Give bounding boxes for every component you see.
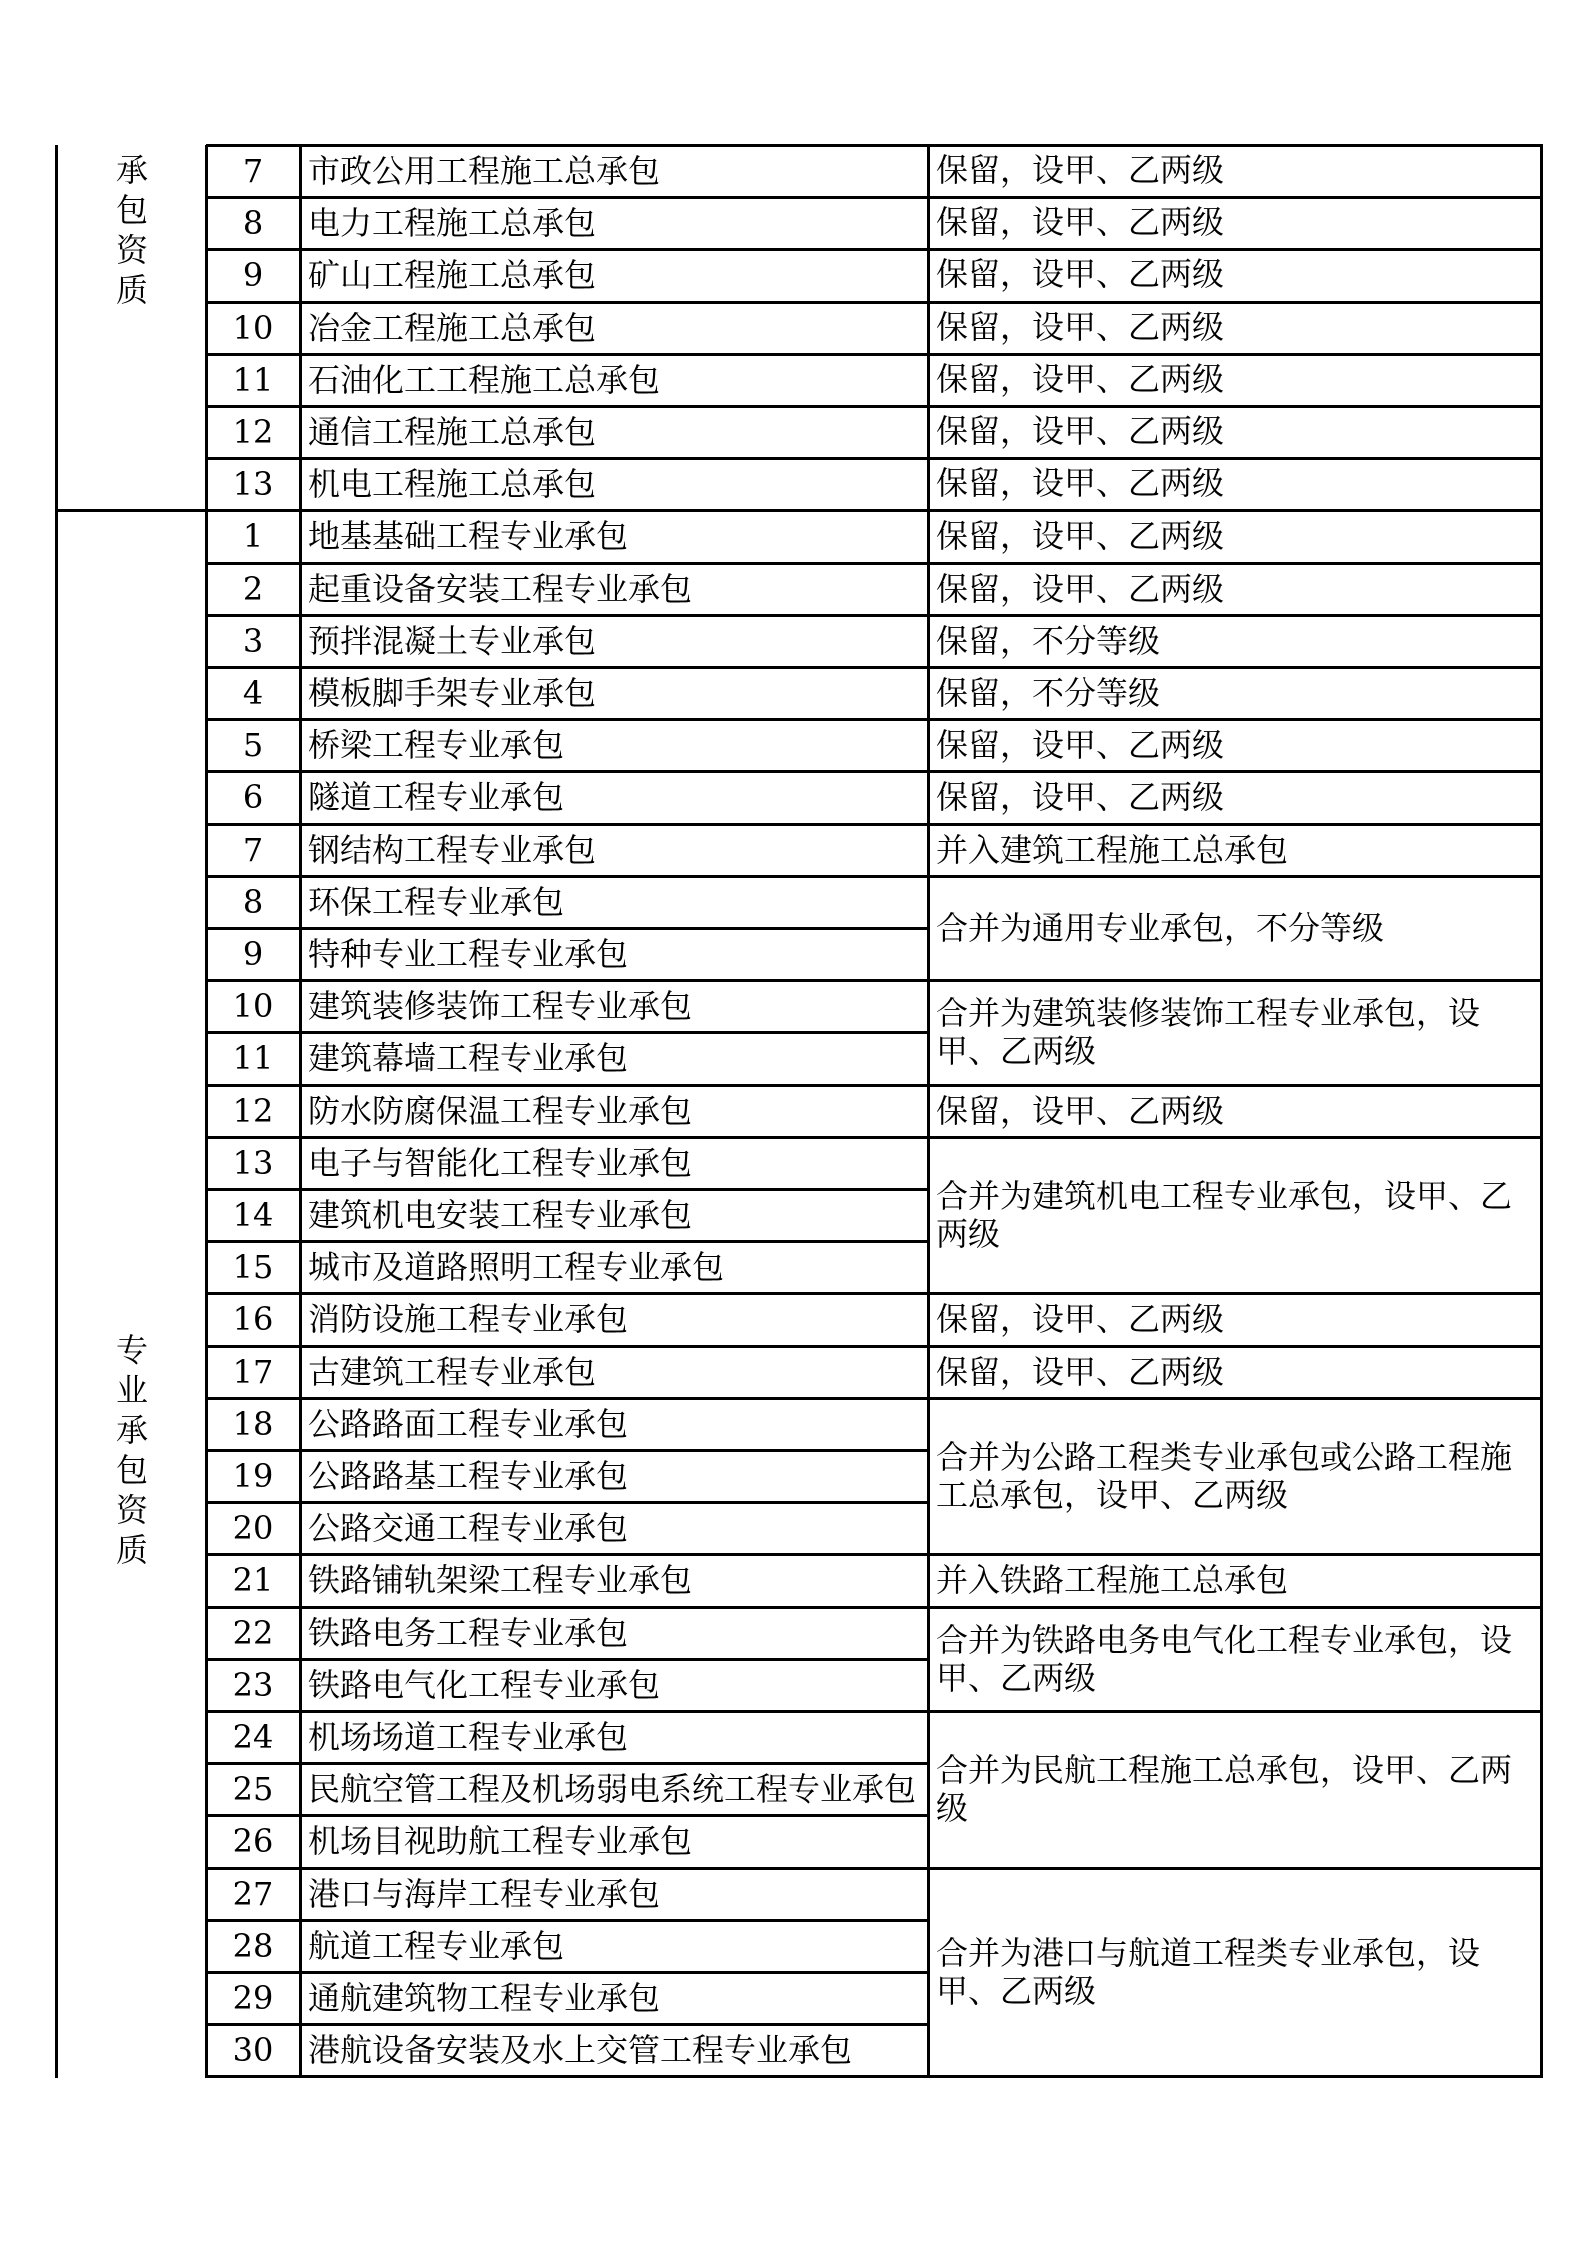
- table-border: [206, 1292, 930, 1295]
- table-border: [206, 1606, 930, 1609]
- table-border: [206, 1345, 930, 1348]
- table-border: [1540, 145, 1543, 2078]
- row-number: 14: [232, 1196, 274, 1234]
- reform-note: 合并为通用专业承包，不分等级: [936, 908, 1385, 947]
- row-number: 8: [242, 882, 264, 921]
- qualification-name: 铁路电气化工程专业承包: [308, 1665, 661, 1704]
- qualification-name: 机场目视助航工程专业承包: [308, 1822, 693, 1861]
- table-border: [206, 1658, 930, 1661]
- row-number: 26: [232, 1822, 274, 1861]
- reform-note: 合并为民航工程施工总承包，设甲、乙两级: [936, 1751, 1513, 1828]
- reform-note: 保留，设甲、乙两级: [936, 726, 1225, 765]
- reform-note: 合并为铁路电务电气化工程专业承包，设甲、乙两级: [936, 1620, 1513, 1697]
- table-border: [206, 1919, 930, 1922]
- reform-note: 并入建筑工程施工总承包: [936, 830, 1289, 869]
- row-number: 12: [232, 413, 274, 451]
- row-number: 7: [242, 830, 264, 869]
- row-number: 16: [232, 1300, 274, 1339]
- table-border: [206, 144, 1543, 147]
- table-border: [206, 1188, 930, 1191]
- row-number: 7: [242, 152, 264, 190]
- table-border: [206, 196, 1543, 199]
- reform-note: 保留，设甲、乙两级: [936, 569, 1225, 608]
- table-border: [206, 666, 930, 669]
- table-border: [56, 509, 208, 512]
- row-number: 17: [232, 1352, 274, 1391]
- reform-note: 保留，设甲、乙两级: [936, 1300, 1225, 1339]
- table-border: [206, 718, 930, 721]
- table-border: [206, 1501, 930, 1504]
- table-border: [206, 301, 1543, 304]
- row-number: 18: [232, 1404, 274, 1443]
- qualification-name: 冶金工程施工总承包: [308, 308, 597, 347]
- reform-note: 保留，设甲、乙两级: [936, 255, 1225, 294]
- row-number: 24: [232, 1718, 274, 1756]
- row-number: 10: [232, 308, 274, 347]
- qualification-name: 港航设备安装及水上交管工程专业承包: [308, 2031, 853, 2070]
- row-number: 20: [232, 1509, 274, 1548]
- row-number: 21: [232, 1561, 274, 1600]
- table-border: [206, 1814, 930, 1817]
- qualification-name: 公路路面工程专业承包: [308, 1404, 629, 1443]
- row-number: 2: [242, 569, 264, 608]
- qualification-name: 铁路电务工程专业承包: [308, 1613, 629, 1652]
- qualification-name: 民航空管工程及机场弱电系统工程专业承包: [308, 1770, 917, 1809]
- table-border: [206, 1867, 930, 1870]
- qualification-name: 机场场道工程专业承包: [308, 1718, 629, 1756]
- row-number: 25: [232, 1770, 274, 1809]
- reform-note: 合并为建筑机电工程专业承包，设甲、乙两级: [936, 1177, 1513, 1254]
- table-border: [206, 1084, 930, 1087]
- table-border: [206, 614, 930, 617]
- qualification-name: 环保工程专业承包: [308, 882, 565, 921]
- row-number: 13: [232, 465, 274, 504]
- row-number: 27: [232, 1874, 274, 1913]
- qualification-name: 通航建筑物工程专业承包: [308, 1979, 661, 2017]
- qualification-name: 矿山工程施工总承包: [308, 256, 597, 295]
- table-border: [206, 875, 930, 878]
- qualification-name: 公路路基工程专业承包: [308, 1457, 629, 1495]
- table-border: [206, 1031, 930, 1034]
- qualification-name: 隧道工程专业承包: [308, 778, 565, 817]
- row-number: 29: [232, 1979, 274, 2017]
- category-char: 业: [115, 1371, 148, 1409]
- row-number: 9: [242, 935, 264, 973]
- table-border: [206, 927, 930, 930]
- reform-note: 保留，设甲、乙两级: [936, 203, 1225, 242]
- category-char: 质: [115, 1531, 148, 1569]
- row-number: 6: [242, 778, 264, 817]
- table-border: [206, 823, 930, 826]
- reform-note: 保留，设甲、乙两级: [936, 151, 1225, 189]
- reform-note: 保留，设甲、乙两级: [936, 359, 1225, 398]
- category-char: 承: [115, 1411, 148, 1449]
- row-number: 19: [232, 1457, 274, 1495]
- qualification-name: 建筑装修装饰工程专业承包: [308, 987, 693, 1026]
- table-border: [206, 457, 1543, 460]
- table-border: [206, 1971, 930, 1974]
- qualification-name: 电子与智能化工程专业承包: [308, 1143, 693, 1182]
- table-border: [206, 405, 1543, 408]
- qualification-name: 特种专业工程专业承包: [308, 935, 629, 973]
- qualification-name: 地基基础工程专业承包: [308, 517, 629, 556]
- row-number: 5: [242, 726, 264, 765]
- table-border: [206, 1553, 930, 1556]
- row-number: 15: [232, 1248, 274, 1287]
- table-border: [206, 562, 930, 565]
- qualification-name: 港口与海岸工程专业承包: [308, 1874, 661, 1913]
- category-char: 资: [115, 1491, 148, 1529]
- row-number: 23: [232, 1665, 274, 1704]
- qualification-name: 航道工程专业承包: [308, 1926, 565, 1965]
- qualification-name: 建筑机电安装工程专业承包: [308, 1196, 693, 1234]
- reform-note: 合并为公路工程类专业承包或公路工程施工总承包，设甲、乙两级: [936, 1438, 1513, 1515]
- row-number: 9: [242, 256, 264, 295]
- qualification-name: 公路交通工程专业承包: [308, 1509, 629, 1548]
- reform-note: 保留，设甲、乙两级: [936, 778, 1225, 817]
- qualification-name: 桥梁工程专业承包: [308, 726, 565, 765]
- category-char: 承: [115, 151, 148, 189]
- row-number: 22: [232, 1613, 274, 1652]
- qualification-name: 预拌混凝土专业承包: [308, 621, 597, 660]
- table-border: [206, 353, 1543, 356]
- qualification-name: 通信工程施工总承包: [308, 413, 597, 451]
- table-border: [206, 1397, 930, 1400]
- table-border: [55, 145, 58, 2078]
- row-number: 1: [242, 517, 264, 556]
- qualification-name: 电力工程施工总承包: [308, 204, 597, 243]
- table-border: [927, 145, 930, 2078]
- row-number: 11: [232, 360, 274, 399]
- category-char: 质: [115, 271, 148, 309]
- category-label-general-contracting: [112, 150, 152, 310]
- qualification-name: 石油化工工程施工总承包: [308, 360, 661, 399]
- qualification-name: 古建筑工程专业承包: [308, 1352, 597, 1391]
- reform-note: 保留，设甲、乙两级: [936, 517, 1225, 556]
- row-number: 3: [242, 621, 264, 660]
- reform-note: 保留，设甲、乙两级: [936, 1352, 1225, 1391]
- table-border: [206, 1136, 930, 1139]
- reform-note: 保留，设甲、乙两级: [936, 1091, 1225, 1130]
- qualification-name: 钢结构工程专业承包: [308, 830, 597, 869]
- table-border: [206, 979, 930, 982]
- table-border: [206, 2075, 930, 2078]
- reform-note: 并入铁路工程施工总承包: [936, 1561, 1289, 1600]
- table-border: [206, 2023, 930, 2026]
- table-border: [206, 770, 930, 773]
- qualification-name: 防水防腐保温工程专业承包: [308, 1091, 693, 1130]
- qualification-name: 城市及道路照明工程专业承包: [308, 1248, 725, 1287]
- reform-note: 合并为建筑装修装饰工程专业承包，设甲、乙两级: [936, 994, 1481, 1071]
- row-number: 10: [232, 987, 274, 1026]
- reform-note: 保留，不分等级: [936, 621, 1161, 660]
- row-number: 11: [232, 1039, 274, 1078]
- row-number: 30: [232, 2031, 274, 2070]
- category-label-professional-contracting: [112, 1330, 152, 1570]
- qualification-name: 铁路铺轨架梁工程专业承包: [308, 1561, 693, 1600]
- reform-note: 保留，设甲、乙两级: [936, 464, 1225, 503]
- reform-note: 合并为港口与航道工程类专业承包，设甲、乙两级: [936, 1933, 1481, 2010]
- qualification-name: 起重设备安装工程专业承包: [308, 569, 693, 608]
- row-number: 28: [232, 1926, 274, 1965]
- table-border: [206, 1449, 930, 1452]
- reform-note: 保留，不分等级: [936, 674, 1161, 713]
- row-number: 8: [242, 204, 264, 243]
- row-number: 12: [232, 1091, 274, 1130]
- reform-note: 保留，设甲、乙两级: [936, 307, 1225, 346]
- row-number: 13: [232, 1143, 274, 1182]
- row-number: 4: [242, 674, 264, 712]
- category-char: 包: [115, 1451, 148, 1489]
- table-border: [206, 1762, 930, 1765]
- category-char: 包: [115, 191, 148, 229]
- table-border: [206, 1240, 930, 1243]
- reform-note: 保留，设甲、乙两级: [936, 412, 1225, 450]
- table-border: [206, 248, 1543, 251]
- qualification-name: 模板脚手架专业承包: [308, 674, 597, 712]
- qualification-name: 机电工程施工总承包: [308, 465, 597, 504]
- category-char: 专: [115, 1331, 148, 1369]
- qualification-name: 市政公用工程施工总承包: [308, 152, 661, 190]
- table-border: [206, 1710, 930, 1713]
- category-char: 资: [115, 231, 148, 269]
- qualification-name: 建筑幕墙工程专业承包: [308, 1039, 629, 1078]
- qualification-name: 消防设施工程专业承包: [308, 1300, 629, 1339]
